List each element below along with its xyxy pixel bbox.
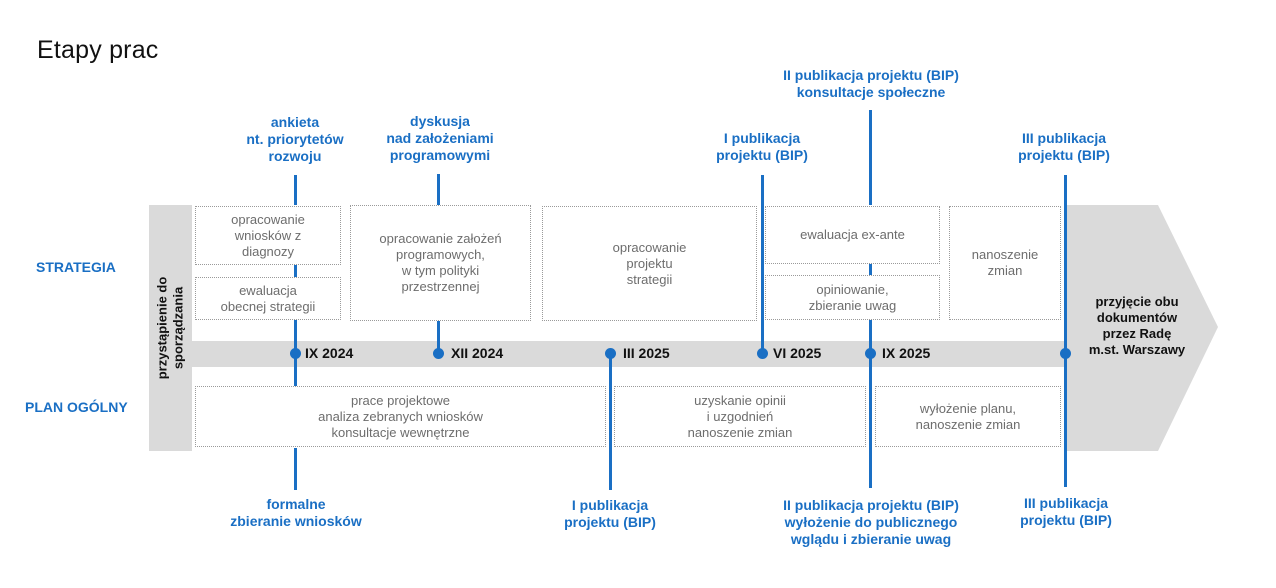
annotation-i-publikacja-top: I publikacja projektu (BIP) [716, 130, 808, 163]
strategy-box-nanoszenie: nanoszenie zmian [949, 206, 1061, 320]
date-xii-2024: XII 2024 [451, 345, 504, 361]
annotation-iii-publikacja-bottom: III publikacja projektu (BIP) [1020, 495, 1112, 528]
plan-box-prace: prace projektowe analiza zebranych wniosków konsultacje wewnętrzne [195, 386, 606, 447]
final-step-text: przyjęcie obu dokumentów przez Radę m.st. Warszawy [1088, 294, 1186, 357]
dot-vi-2025 [757, 348, 768, 359]
annotation-iii-publikacja-top: III publikacja projektu (BIP) [1018, 130, 1110, 163]
date-ix-2024: IX 2024 [305, 345, 354, 361]
line-ix-2024-top [294, 175, 297, 205]
line-ix-2025-center [869, 320, 872, 488]
dot-xii-2024 [433, 348, 444, 359]
line-ix-2025-top [869, 110, 872, 205]
date-vi-2025: VI 2025 [773, 345, 822, 361]
plan-box-opinie: uzyskanie opinii i uzgodnień nanoszenie zmian [614, 386, 866, 447]
line-ix-2024-bottom [294, 448, 297, 490]
date-ix-2025: IX 2025 [882, 345, 931, 361]
strategy-box-ewaluacja: ewaluacja obecnej strategii [195, 277, 341, 320]
dot-ix-2025 [865, 348, 876, 359]
date-iii-2025: III 2025 [623, 345, 670, 361]
strategy-box-projekt: opracowanie projektu strategii [542, 206, 757, 321]
row-label-plan-ogolny: PLAN OGÓLNY [25, 399, 128, 415]
line-ix-2025-mid [869, 264, 872, 275]
dot-final [1060, 348, 1071, 359]
line-vi-2025 [761, 175, 764, 353]
annotation-dyskusja: dyskusja nad założeniami programowymi [386, 113, 494, 163]
annotation-ii-publikacja-top: II publikacja projektu (BIP) konsultacje społeczne [783, 67, 959, 100]
annotation-ii-publikacja-bottom: II publikacja projektu (BIP) wyłożenie do publicznego wglądu i zbieranie uwag [783, 497, 959, 547]
side-label: przystąpienie do sporządzania [154, 276, 186, 380]
strategy-box-diagnoza: opracowanie wniosków z diagnozy [195, 206, 341, 265]
line-final [1064, 175, 1067, 487]
line-iii-2025 [609, 353, 612, 490]
line-ix-2024-mid [294, 265, 297, 277]
strategy-box-ex-ante: ewaluacja ex-ante [765, 206, 940, 264]
dot-iii-2025 [605, 348, 616, 359]
row-label-strategia: STRATEGIA [36, 259, 116, 275]
annotation-i-publikacja-bottom: I publikacja projektu (BIP) [564, 497, 656, 530]
strategy-box-opiniowanie: opiniowanie, zbieranie uwag [765, 275, 940, 320]
strategy-box-zalozenia: opracowanie założeń programowych, w tym polityki przestrzennej [350, 205, 531, 321]
annotation-ankieta: ankieta nt. priorytetów rozwoju [246, 114, 344, 164]
plan-box-wylozenie: wyłożenie planu, nanoszenie zmian [875, 386, 1061, 447]
dot-ix-2024 [290, 348, 301, 359]
page-title: Etapy prac [37, 36, 159, 64]
line-xii-2024-top [437, 174, 440, 205]
annotation-formalne: formalne zbieranie wniosków [230, 496, 362, 529]
